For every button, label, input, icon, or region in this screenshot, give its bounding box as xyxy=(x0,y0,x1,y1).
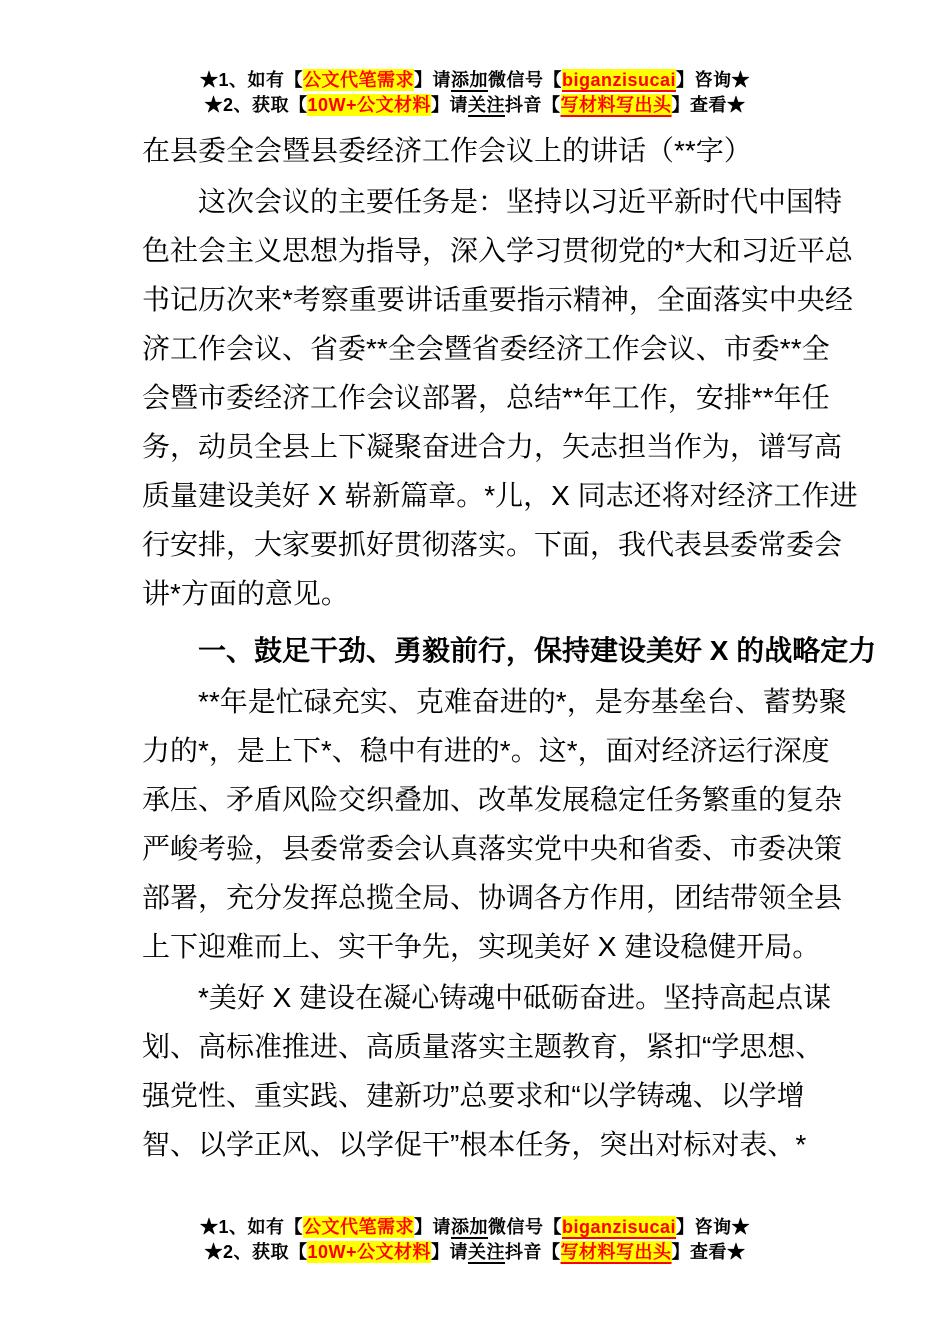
notice-text: 】咨询★ xyxy=(676,1217,751,1237)
section-heading-line: 一、鼓足干劲、勇毅前行，保持建设美好 X 的战略定力 xyxy=(198,635,877,666)
notice-header-line2 xyxy=(0,93,950,118)
notice-text: 】咨询★ xyxy=(676,70,751,90)
section-heading xyxy=(142,626,877,675)
notice-text: 微信号【 xyxy=(487,70,562,90)
notice-text: 抖音【 xyxy=(505,1242,561,1262)
paragraph-line: 划、高标准推进、高质量落实主题教育，紧扣“学思想、 xyxy=(142,1031,824,1062)
notice-highlight-text: 10W+公文材料 xyxy=(307,95,432,115)
notice-text: 】查看★ xyxy=(671,95,746,115)
notice-highlight-text: 公文代笔需求 xyxy=(302,70,414,90)
paragraph-line: 这次会议的主要任务是：坚持以习近平新时代中国特 xyxy=(198,186,843,217)
notice-header-line1 xyxy=(0,68,950,93)
paragraph-line: *美好 X 建设在凝心铸魂中砥砺奋进。坚持高起点谋 xyxy=(198,982,832,1013)
notice-highlight-text: 公文代笔需求 xyxy=(302,1217,414,1237)
document-title: 在县委全会暨县委经济工作会议上的讲话（**字） xyxy=(142,135,752,166)
notice-text: 】请 xyxy=(413,1217,451,1237)
notice-text: 】查看★ xyxy=(671,1242,746,1262)
notice-text: ★2、获取【 xyxy=(204,95,308,115)
notice-highlight-text: 写材料写出头 xyxy=(560,1242,672,1262)
paragraph xyxy=(142,677,847,971)
paragraph-line: 色社会主义思想为指导，深入学习贯彻党的*大和习近平总 xyxy=(142,235,853,266)
paragraph-line: 力的*，是上下*、稳中有进的*。这*，面对经济运行深度 xyxy=(142,735,830,766)
notice-highlight-text: 添加 xyxy=(450,1217,488,1237)
notice-text: ★2、获取【 xyxy=(204,1242,308,1262)
paragraph-line: 讲*方面的意见。 xyxy=(142,578,349,609)
paragraph-line: **年是忙碌充实、克难奋进的*，是夯基垒台、蓄势聚 xyxy=(198,686,847,717)
paragraph-line: 严峻考验，县委常委会认真落实党中央和省委、市委决策 xyxy=(142,833,843,864)
paragraph-line: 部署，充分发挥总揽全局、协调各方作用，团结带领全县 xyxy=(142,882,843,913)
notice-text: ★1、如有【 xyxy=(199,1217,303,1237)
notice-text: ★1、如有【 xyxy=(199,70,303,90)
notice-highlight-text: 添加 xyxy=(450,70,488,90)
notice-text: 】请 xyxy=(431,95,469,115)
notice-text: 】请 xyxy=(431,1242,469,1262)
paragraph-line: 上下迎难而上、实干争先，实现美好 X 建设稳健开局。 xyxy=(142,931,821,962)
notice-highlight-text: biganzisucai xyxy=(561,1217,677,1237)
paragraph-line: 强党性、重实践、建新功”总要求和“以学铸魂、以学增 xyxy=(142,1080,805,1111)
paragraph-line: 承压、矛盾风险交织叠加、改革发展稳定任务繁重的复杂 xyxy=(142,784,843,815)
document-body xyxy=(142,126,877,1169)
paragraph-line: 务，动员全县上下凝聚奋进合力，矢志担当作为，谱写高 xyxy=(142,431,843,462)
paragraph-line: 会暨市委经济工作会议部署，总结**年工作，安排**年任 xyxy=(142,382,830,413)
paragraph-line: 行安排，大家要抓好贯彻落实。下面，我代表县委常委会 xyxy=(142,529,843,560)
paragraph-line: 质量建设美好 X 崭新篇章。*儿，X 同志还将对经济工作进 xyxy=(142,480,858,511)
notice-text: 抖音【 xyxy=(505,95,561,115)
notice-footer xyxy=(0,1215,950,1265)
document-blocks xyxy=(142,177,877,1169)
notice-text: 】请 xyxy=(413,70,451,90)
notice-highlight-text: biganzisucai xyxy=(561,70,677,90)
notice-footer-line1 xyxy=(0,1215,950,1240)
notice-header xyxy=(0,0,950,118)
notice-footer-line2 xyxy=(0,1240,950,1265)
notice-highlight-text: 关注 xyxy=(468,1242,506,1262)
paragraph-line: 智、以学正风、以学促干”根本任务，突出对标对表、* xyxy=(142,1129,807,1160)
paragraph xyxy=(142,177,858,618)
notice-highlight-text: 关注 xyxy=(468,95,506,115)
paragraph xyxy=(142,973,840,1169)
notice-highlight-text: 写材料写出头 xyxy=(560,95,672,115)
notice-highlight-text: 10W+公文材料 xyxy=(307,1242,432,1262)
paragraph-line: 书记历次来*考察重要讲话重要指示精神，全面落实中央经 xyxy=(142,284,853,315)
paragraph-line: 济工作会议、省委**全会暨省委经济工作会议、市委**全 xyxy=(142,333,830,364)
notice-text: 微信号【 xyxy=(487,1217,562,1237)
